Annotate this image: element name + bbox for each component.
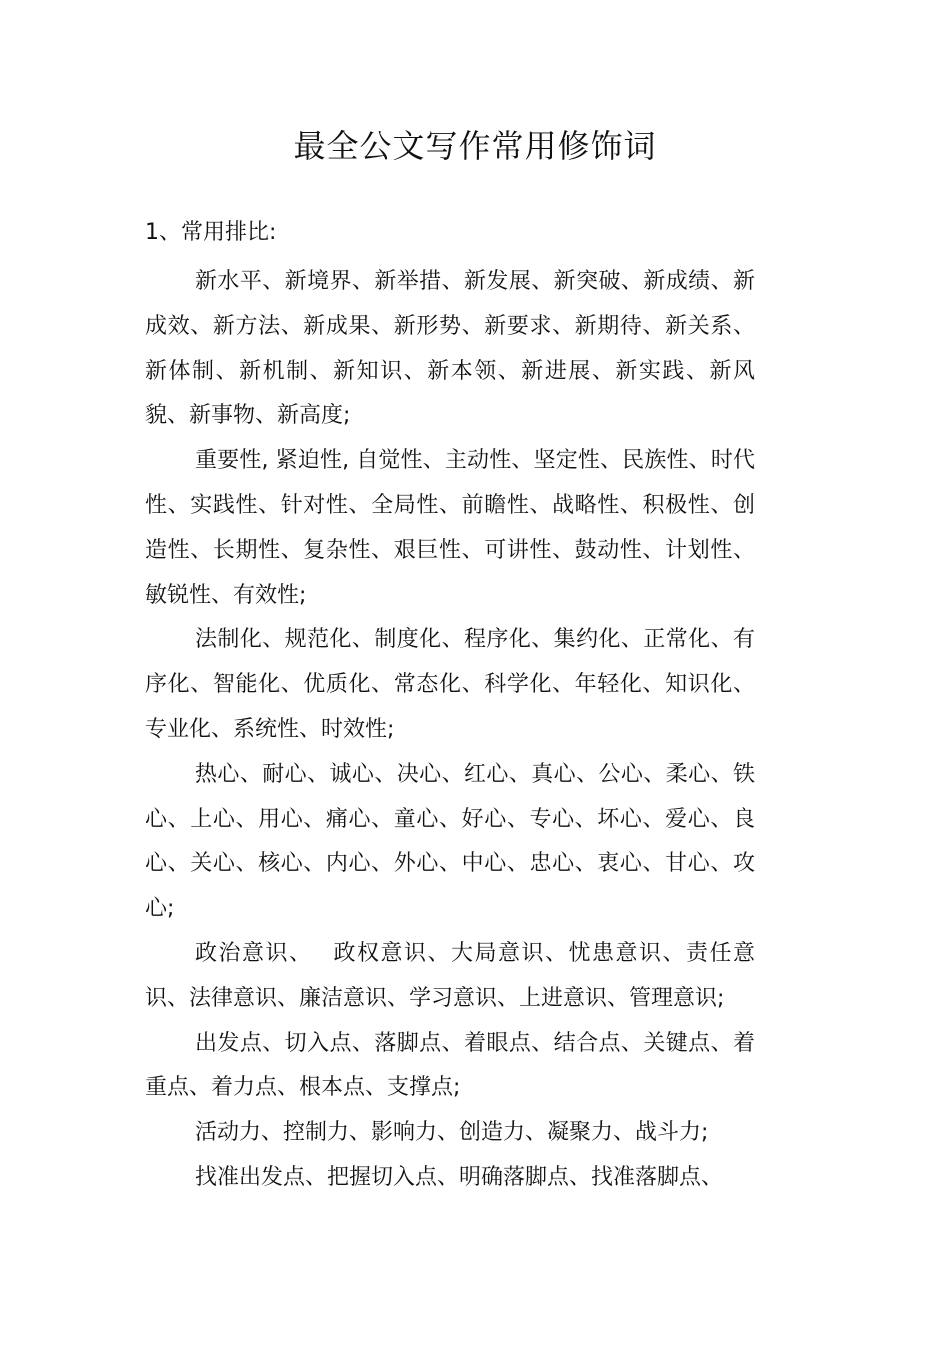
document-title: 最全公文写作常用修饰词 [293,127,657,165]
paragraph-yishi-terms: 政治意识、 政权意识、大局意识、忧患意识、责任意识、法律意识、廉洁意识、学习意识、上进意识、管理意识; [145,940,755,1011]
paragraph-hua-terms: 法制化、规范化、制度化、程序化、集约化、正常化、有序化、智能化、优质化、常态化、科学化、年轻化、知识化、专业化、系统性、时效性; [145,627,755,742]
section-heading: 1、常用排比: [145,220,277,245]
paragraph-xin-terms: 热心、耐心、诚心、决心、红心、真心、公心、柔心、铁心、上心、用心、痛心、童心、好心、专心、坏心、爱心、良心、关心、核心、内心、外心、中心、忠心、衷心、甘心、攻心; [145,761,755,922]
paragraph-dian-terms: 出发点、切入点、落脚点、着眼点、结合点、关键点、着重点、着力点、根本点、支撑点; [145,1030,755,1101]
paragraph-phrase-terms: 找准出发点、把握切入点、明确落脚点、找准落脚点、 [195,1164,724,1190]
paragraph-new-terms: 新水平、新境界、新举措、新发展、新突破、新成绩、新成效、新方法、新成果、新形势、新要求、新期待、新关系、新体制、新机制、新知识、新本领、新进展、新实践、新风貌、新事物、新高度; [145,269,755,429]
document-body [145,260,755,1201]
paragraph-li-terms: 活动力、控制力、影响力、创造力、凝聚力、战斗力; [195,1120,709,1146]
paragraph-xing-terms: 重要性, 紧迫性, 自觉性、主动性、坚定性、民族性、时代性、实践性、针对性、全局性、前瞻性、战略性、积极性、创造性、长期性、复杂性、艰巨性、可讲性、鼓动性、计划性、敏锐性、有效性; [145,448,755,608]
